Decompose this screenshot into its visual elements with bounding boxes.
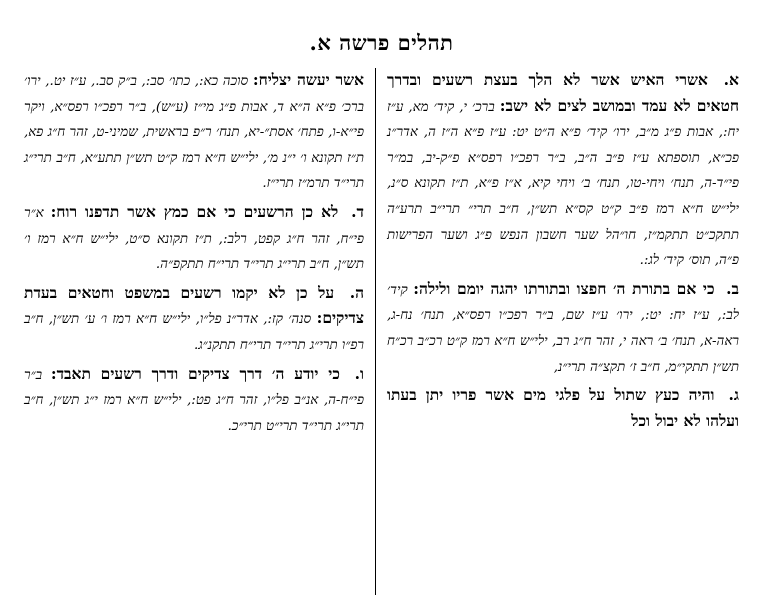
verse-text: אשרי האיש אשר לא הלך בעצת רשעים ובדרך חטאים לא עמד ובמושב לצים לא ישב:: [387, 70, 739, 115]
page-title: תהלים פרשה א.: [309, 30, 454, 55]
verse-number: ו.: [354, 363, 364, 383]
verse-number: ה.: [349, 282, 364, 302]
verse-2: [387, 277, 739, 380]
verse-references: סנה׳ קז:, אדר״נ פל״ו, ילי״ש ח״א רמז ו׳ ע׳ תש״ן, ח״ב רפ״ו תרי״ג תרי״ד תרי״ח תתקנ״ג.: [24, 312, 364, 353]
left-column: [24, 68, 364, 442]
verse-number: ג.: [728, 385, 740, 405]
verse-text: לא כן הרשעים כי אם כמץ אשר תדפנו רוח:: [50, 201, 339, 221]
verse-references: קיד׳ לב:, ע״ז יח: יט:, ירו׳ ע״ז שם, ב״ר רפכ״ו רפס״א, תנח׳ נח-ג, ראה-א, תנח׳ ב׳ ראה י, זהר ח״ג רב, ילי״ש ח״א רמז ק״ט רכ״ב רכ״ח תש״ן תתקי״מ, ח״ב ז׳ תקצ״ה תרי״נ,: [387, 282, 739, 375]
column-divider: [375, 68, 376, 595]
verse-references: א״ר פי״ח, זהר ח״ג קפט, רלב:, ת״ז תקונא ס״ט, ילי״ש ח״א רמז ו׳ תש״ן, ח״ב תרי״ג תרי״ד תרי״ח תתקפ״ה.: [24, 205, 364, 273]
verse-number: ד.: [351, 201, 365, 221]
verse-text: והיה כעץ שתול על פלגי מים אשר פריו יתן בעתו ועלהו לא יבול וכל: [387, 385, 739, 430]
verse-references: ב״ר פי״ח-ה, אנ״ב פל״ו, זהר ח״ג פט:, ילי״ש ח״א רמז י״ג תש״ן, ח״ב תרי״ג תרי״ד תרי״ט תרי״כ.: [24, 367, 364, 434]
verse-3-continued: [24, 68, 364, 197]
verse-6: [24, 362, 364, 440]
verse-5: [24, 281, 364, 359]
verse-4: [24, 200, 364, 278]
verse-text: כי יודע ה׳ דרך צדיקים ודרך רשעים תאבד:: [50, 363, 340, 383]
verse-3: [387, 383, 739, 435]
verse-text: כי אם בתורת ה׳ חפצו ובתורתו יהגה יומם ולילה:: [413, 278, 715, 298]
verse-number: א.: [723, 70, 739, 89]
verse-text: אשר יעשה יצליח:: [252, 70, 365, 89]
verse-text: על כן לא יקמו רשעים במשפט וחטאים בעדת צדיקים:: [24, 282, 364, 328]
verse-references: ברכ׳ י, קיד׳ מא, ע״ז יח:, אבות פ״ג מ״ב, ירו׳ קיד׳ פ״א ה״ט יט: ע״ז פ״א ה״ז ה, אדר״נ פכ״א, תוספתא ע״ז פ״ב ה״ב, ב״ר רפכ״ו רפס״א פ״ק-יב, במ״ר פי״ד-ה, תנח׳ ויחי-טו, תנח׳ ב׳ ויחי קיא, א״ז פ״א, ת״ז תקונא ס״נ, ילי״ש ח״א רמז פ״ב ק״ט קס״א תש״ן, ח״ב תרי״ תרי״ב תרע״ה תתקכ״ט תתקמ״ז, חו״הל שער חשבון הנפש פ״ג ושער הפרישות פ״ה, תוס׳ קיד׳ לג:.: [387, 99, 739, 269]
verse-1: [387, 68, 739, 274]
verse-references: סוכה כא:, כתו׳ סב:, ב״ק סב., ע״ז יט., ירו׳ ברכ׳ פ״א ה״א ד, אבות פ״ג מי״ז (ע״ש), ב״ר רפכ״ו רפס״א, ויקר פי״א-ו, פתח׳ אסת״-יא, תנח׳ ר״פ בראשית, שמיני-ט, זהר ח״ג פא, ת״ז תקונא ו׳ י״נ מ׳, ילי״ש ח״א רמז ק״ט תש״ן תתע״א, ח״ב תרי״ג תרי״ד תרמ״ז תרי״ז.: [24, 74, 364, 192]
verse-number: ב.: [726, 278, 739, 298]
right-column: [387, 68, 739, 438]
